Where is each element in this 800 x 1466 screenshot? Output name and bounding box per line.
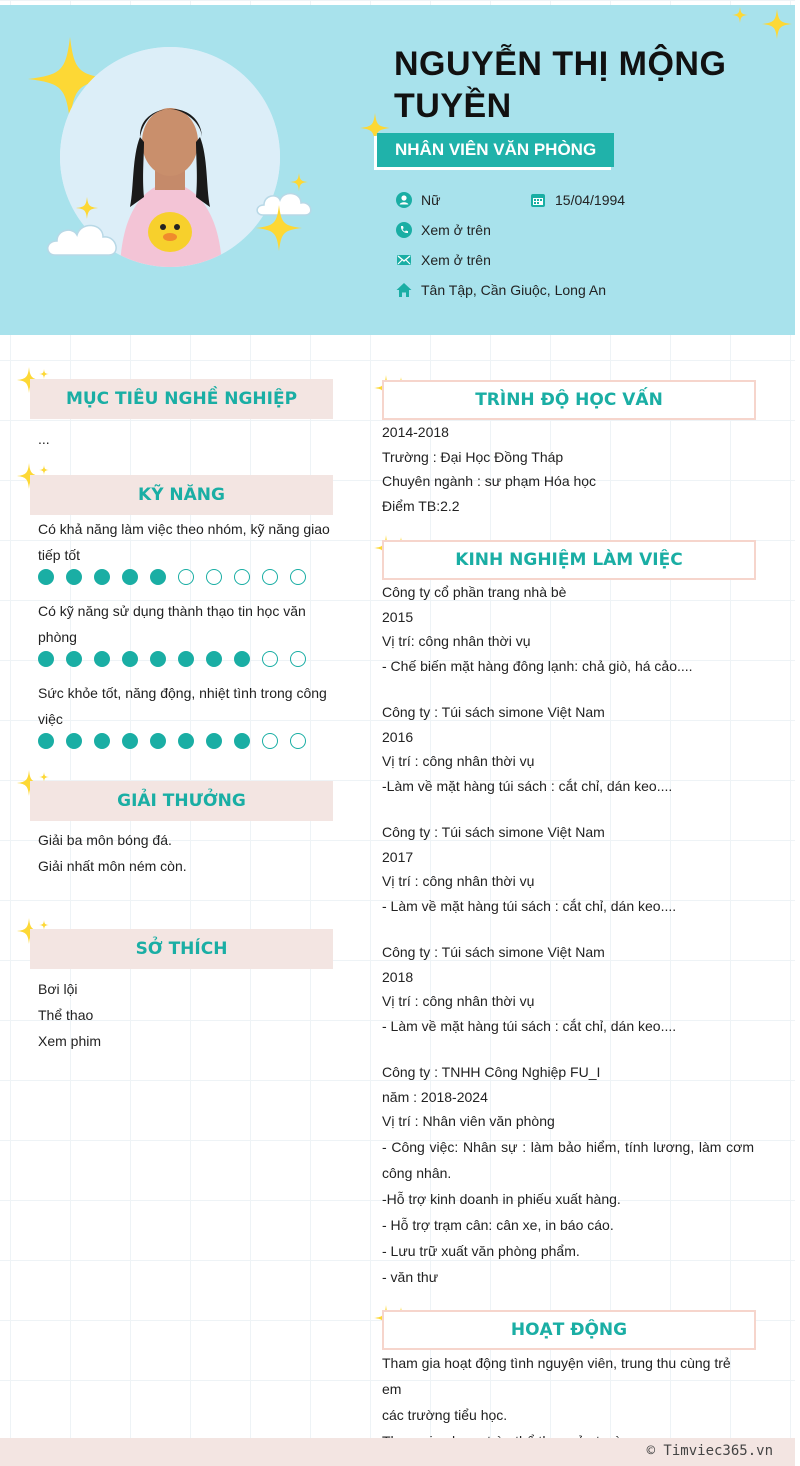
skill-2-rating xyxy=(38,651,306,667)
star-icon xyxy=(256,205,302,251)
rating-dot-filled xyxy=(206,651,222,667)
skills-title: KỸ NĂNG xyxy=(30,475,333,515)
awards-title: GIẢI THƯỞNG xyxy=(30,781,333,821)
job-3-position: Vị trí : công nhân thời vụ xyxy=(382,873,535,889)
skill-1-line1: Có khả năng làm việc theo nhóm, kỹ năng giao xyxy=(38,521,330,537)
mail-icon xyxy=(396,252,412,268)
rating-dot-filled xyxy=(38,569,54,585)
job-2-year: 2016 xyxy=(382,728,414,745)
job-4-year: 2018 xyxy=(382,968,414,985)
rating-dot-filled xyxy=(178,733,194,749)
phone-icon xyxy=(396,222,412,238)
job-5-duty-1a: - Công việc: Nhân sự : làm bảo hiểm, tính lương, làm cơm xyxy=(382,1138,754,1155)
hobby-2: Thể thao xyxy=(38,1007,94,1023)
education-details xyxy=(382,420,596,518)
birthday-row xyxy=(530,192,625,208)
rating-dot-filled xyxy=(234,651,250,667)
candidate-name: NGUYỄN THỊ MỘNG TUYỀN xyxy=(394,45,727,125)
rating-dot-empty xyxy=(290,651,306,667)
phone-row xyxy=(396,222,491,238)
job-1-duty: - Chế biến mặt hàng đông lạnh: chả giò, há cảo.... xyxy=(382,657,693,674)
job-2-position: Vị trí : công nhân thời vụ xyxy=(382,753,535,769)
job-1-company: Công ty cổ phần trang nhà bè xyxy=(382,584,567,600)
job-5-duty-5: - văn thư xyxy=(382,1268,439,1285)
skill-2-line2: phòng xyxy=(38,629,77,645)
job-2-company: Công ty : Túi sách simone Việt Nam xyxy=(382,704,605,720)
job-title: NHÂN VIÊN VĂN PHÒNG xyxy=(377,133,614,167)
rating-dot-empty xyxy=(290,733,306,749)
birthday-value: 15/04/1994 xyxy=(555,192,626,208)
rating-dot-filled xyxy=(94,569,110,585)
star-icon xyxy=(76,197,98,219)
job-3-company: Công ty : Túi sách simone Việt Nam xyxy=(382,824,605,840)
rating-dot-empty xyxy=(262,569,278,585)
education-school: Trường : Đại Học Đồng Tháp xyxy=(382,448,564,465)
rating-dot-filled xyxy=(38,733,54,749)
rating-dot-filled xyxy=(206,733,222,749)
job-5-company: Công ty : TNHH Công Nghiệp FU_I xyxy=(382,1064,601,1080)
skill-3-rating xyxy=(38,733,306,749)
job-5-duty-2: -Hỗ trợ kinh doanh in phiếu xuất hàng. xyxy=(382,1190,621,1207)
rating-dot-filled xyxy=(122,733,138,749)
rating-dot-filled xyxy=(178,651,194,667)
education-major: Chuyên ngành : sư phạm Hóa học xyxy=(382,473,597,489)
rating-dot-empty xyxy=(290,569,306,585)
award-2: Giải nhất môn ném còn. xyxy=(38,858,187,874)
address-value: Tân Tập, Cần Giuộc, Long An xyxy=(421,282,606,298)
skill-3-text xyxy=(38,680,338,732)
job-5-duty-1b: công nhân. xyxy=(382,1164,452,1181)
job-1-position: Vị trí: công nhân thời vụ xyxy=(382,633,531,649)
hobbies-title: SỞ THÍCH xyxy=(30,929,333,969)
job-5-period: năm : 2018-2024 xyxy=(382,1088,488,1105)
activity-line-2: các trường tiểu học. xyxy=(382,1407,508,1423)
skill-1-line2: tiếp tốt xyxy=(38,547,81,563)
scallop-divider xyxy=(0,318,795,342)
job-4-position: Vị trí : công nhân thời vụ xyxy=(382,993,535,1009)
rating-dot-empty xyxy=(234,569,250,585)
user-icon xyxy=(396,192,412,208)
activities-title: HOẠT ĐỘNG xyxy=(382,1310,756,1350)
award-1: Giải ba môn bóng đá. xyxy=(38,832,172,848)
rating-dot-filled xyxy=(66,733,82,749)
objective-text: ... xyxy=(38,431,50,447)
job-4 xyxy=(382,940,676,1038)
education-period: 2014-2018 xyxy=(382,424,449,440)
skill-2-line1: Có kỹ năng sử dụng thành thạo tin học văn xyxy=(38,603,306,619)
job-1-year: 2015 xyxy=(382,608,414,625)
job-3-year: 2017 xyxy=(382,848,414,865)
rating-dot-filled xyxy=(234,733,250,749)
job-2 xyxy=(382,700,672,798)
calendar-icon xyxy=(530,192,546,208)
skill-3-line1: Sức khỏe tốt, năng động, nhiệt tình trong công xyxy=(38,685,327,701)
experience-title: KINH NGHIỆM LÀM VIỆC xyxy=(382,540,756,580)
skill-1-rating xyxy=(38,569,306,585)
rating-dot-filled xyxy=(94,651,110,667)
home-icon xyxy=(396,282,412,298)
rating-dot-empty xyxy=(262,733,278,749)
copyright: © Timviec365.vn xyxy=(646,1443,773,1459)
address-row xyxy=(396,282,606,298)
hobby-1: Bơi lội xyxy=(38,981,78,997)
star-icon xyxy=(732,7,748,23)
cloud-icon xyxy=(45,215,125,260)
job-4-company: Công ty : Túi sách simone Việt Nam xyxy=(382,944,605,960)
rating-dot-filled xyxy=(122,569,138,585)
rating-dot-filled xyxy=(150,733,166,749)
job-3-duty: - Làm về mặt hàng túi sách : cắt chỉ, dán keo.... xyxy=(382,897,677,914)
job-5-position: Vị trí : Nhân viên văn phòng xyxy=(382,1113,555,1129)
footer xyxy=(0,1438,795,1466)
email-value: Xem ở trên xyxy=(421,252,491,268)
rating-dot-filled xyxy=(38,651,54,667)
job-5-duty-4: - Lưu trữ xuất văn phòng phẩm. xyxy=(382,1242,580,1259)
star-icon xyxy=(762,9,792,39)
job-1 xyxy=(382,580,693,678)
gender-row xyxy=(396,192,440,208)
skill-1-text xyxy=(38,516,338,568)
skill-3-line2: việc xyxy=(38,711,63,727)
phone-value: Xem ở trên xyxy=(421,222,491,238)
rating-dot-empty xyxy=(178,569,194,585)
activity-line-1: Tham gia hoạt động tình nguyện viên, trung thu cùng trẻ em xyxy=(382,1355,731,1397)
rating-dot-empty xyxy=(262,651,278,667)
rating-dot-filled xyxy=(122,651,138,667)
rating-dot-filled xyxy=(66,569,82,585)
education-gpa: Điểm TB:2.2 xyxy=(382,497,460,514)
email-row xyxy=(396,252,491,268)
awards-list xyxy=(38,827,187,879)
job-4-duty: - Làm về mặt hàng túi sách : cắt chỉ, dán keo.... xyxy=(382,1017,677,1034)
cv-header xyxy=(0,5,795,335)
skill-2-text xyxy=(38,598,338,650)
hobby-3: Xem phim xyxy=(38,1033,102,1049)
rating-dot-empty xyxy=(206,569,222,585)
rating-dot-filled xyxy=(150,569,166,585)
job-5-duty-3: - Hỗ trợ trạm cân: cân xe, in báo cáo. xyxy=(382,1216,614,1233)
gender-value: Nữ xyxy=(421,192,441,208)
job-5 xyxy=(382,1060,754,1290)
job-2-duty: -Làm về mặt hàng túi sách : cắt chỉ, dán keo.... xyxy=(382,777,673,794)
star-icon xyxy=(290,173,308,191)
job-3 xyxy=(382,820,676,918)
hobbies-list xyxy=(38,976,101,1054)
education-title: TRÌNH ĐỘ HỌC VẤN xyxy=(382,380,756,420)
rating-dot-filled xyxy=(150,651,166,667)
rating-dot-filled xyxy=(66,651,82,667)
objective-title: MỤC TIÊU NGHỀ NGHIỆP xyxy=(30,379,333,419)
rating-dot-filled xyxy=(94,733,110,749)
